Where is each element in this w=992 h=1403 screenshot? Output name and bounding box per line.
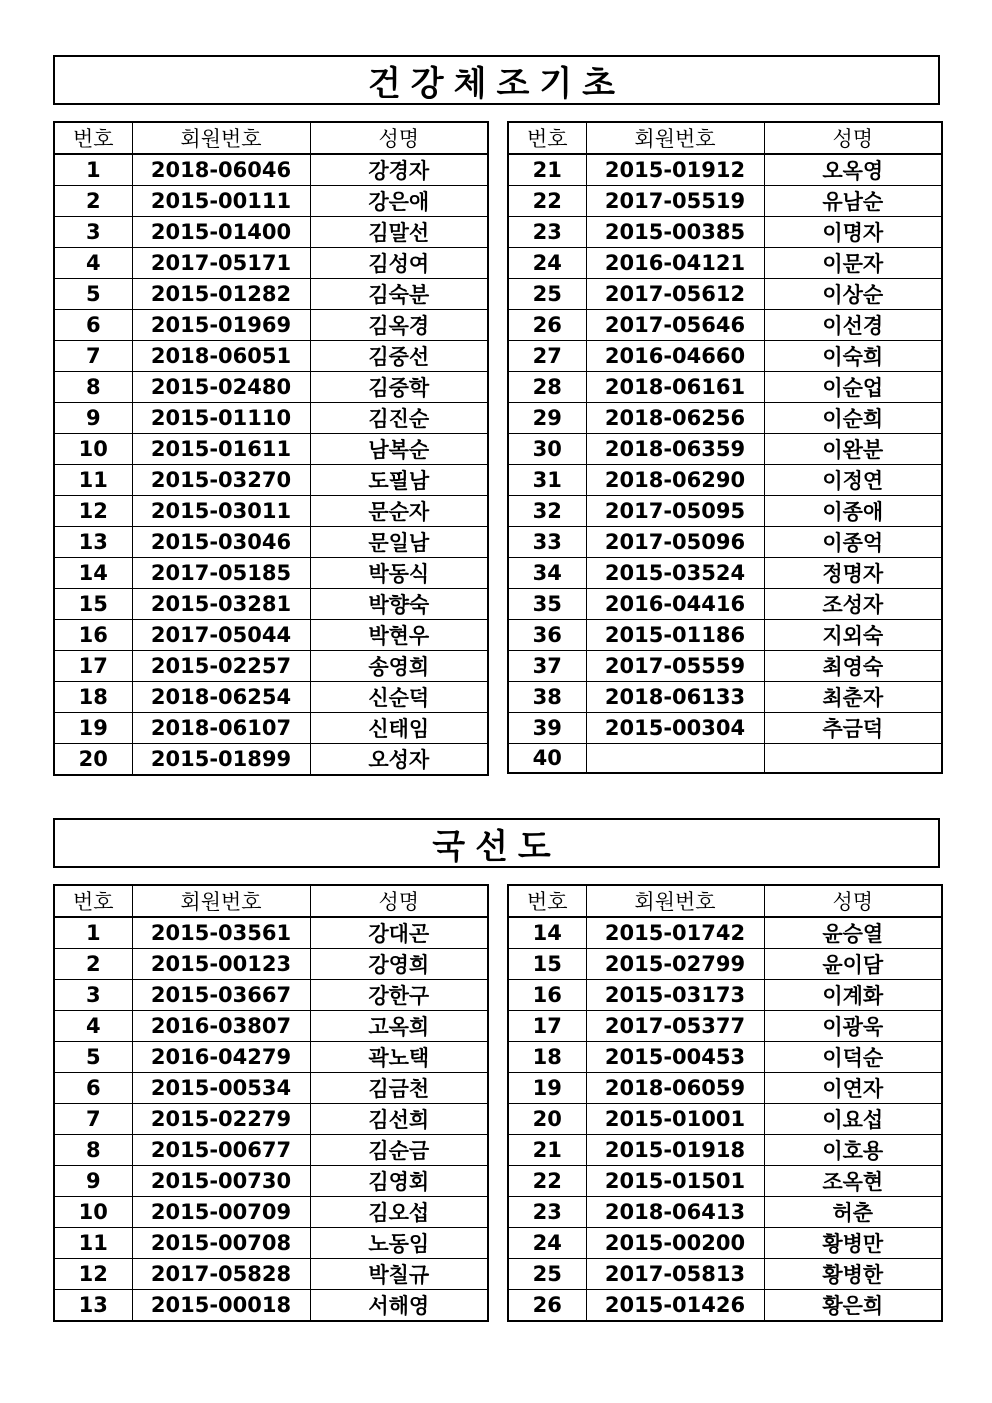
table-row [508, 217, 942, 248]
cell-name: 강한구 [310, 980, 488, 1011]
table-row [508, 1290, 942, 1322]
cell-no: 8 [54, 372, 132, 403]
header-member-id: 회원번호 [132, 122, 310, 154]
cell-member-id: 2015-02480 [132, 372, 310, 403]
cell-member-id: 2016-03807 [132, 1011, 310, 1042]
cell-no: 4 [54, 1011, 132, 1042]
cell-name: 오성자 [310, 744, 488, 776]
cell-member-id: 2015-03667 [132, 980, 310, 1011]
cell-name: 이순업 [764, 372, 942, 403]
header-no: 번호 [508, 885, 586, 917]
table-row [54, 434, 488, 465]
table-row [508, 651, 942, 682]
table-row [508, 1197, 942, 1228]
cell-no: 7 [54, 1104, 132, 1135]
cell-no: 22 [508, 1166, 586, 1197]
cell-name: 윤승열 [764, 917, 942, 949]
cell-no: 3 [54, 217, 132, 248]
cell-name: 김영회 [310, 1166, 488, 1197]
table-row [508, 154, 942, 186]
cell-member-id: 2015-03270 [132, 465, 310, 496]
cell-name: 황병만 [764, 1228, 942, 1259]
cell-no: 39 [508, 713, 586, 744]
cell-no: 10 [54, 434, 132, 465]
table-row [508, 1135, 942, 1166]
table-row [54, 217, 488, 248]
cell-no: 30 [508, 434, 586, 465]
table-header-row [54, 885, 488, 917]
table-row [54, 465, 488, 496]
cell-member-id: 2015-00200 [586, 1228, 764, 1259]
table-row [508, 496, 942, 527]
table-row [54, 496, 488, 527]
cell-no: 25 [508, 279, 586, 310]
cell-member-id: 2017-05377 [586, 1011, 764, 1042]
cell-no: 38 [508, 682, 586, 713]
cell-name: 황병한 [764, 1259, 942, 1290]
cell-member-id: 2015-00385 [586, 217, 764, 248]
header-no: 번호 [54, 122, 132, 154]
cell-name: 이상순 [764, 279, 942, 310]
cell-member-id: 2017-05559 [586, 651, 764, 682]
header-name: 성명 [310, 885, 488, 917]
cell-no: 35 [508, 589, 586, 620]
cell-name: 김선희 [310, 1104, 488, 1135]
cell-member-id: 2015-01912 [586, 154, 764, 186]
cell-member-id: 2016-04416 [586, 589, 764, 620]
cell-name: 이요섭 [764, 1104, 942, 1135]
cell-no: 36 [508, 620, 586, 651]
cell-no: 24 [508, 248, 586, 279]
cell-member-id: 2015-02799 [586, 949, 764, 980]
cell-no: 20 [54, 744, 132, 776]
cell-no: 5 [54, 279, 132, 310]
cell-no: 1 [54, 917, 132, 949]
table-row [54, 1259, 488, 1290]
cell-no: 26 [508, 310, 586, 341]
table-row [508, 527, 942, 558]
cell-no: 15 [54, 589, 132, 620]
table-row [54, 949, 488, 980]
cell-member-id: 2015-00677 [132, 1135, 310, 1166]
cell-member-id: 2015-02257 [132, 651, 310, 682]
cell-name: 신순덕 [310, 682, 488, 713]
cell-name: 노동임 [310, 1228, 488, 1259]
cell-name: 이종억 [764, 527, 942, 558]
table-row [54, 1104, 488, 1135]
table-row [508, 279, 942, 310]
table-row [54, 682, 488, 713]
table-row [54, 1290, 488, 1322]
cell-member-id: 2018-06290 [586, 465, 764, 496]
cell-no: 31 [508, 465, 586, 496]
cell-member-id: 2018-06359 [586, 434, 764, 465]
cell-no: 9 [54, 1166, 132, 1197]
table-row [508, 682, 942, 713]
table-row [508, 1042, 942, 1073]
cell-name: 김숙분 [310, 279, 488, 310]
roster-table-2-right [507, 884, 943, 1322]
cell-name: 허춘 [764, 1197, 942, 1228]
cell-name: 강대곤 [310, 917, 488, 949]
cell-name: 추금덕 [764, 713, 942, 744]
cell-name: 남복순 [310, 434, 488, 465]
cell-name: 곽노택 [310, 1042, 488, 1073]
table-row [54, 1073, 488, 1104]
cell-member-id: 2015-01501 [586, 1166, 764, 1197]
cell-no: 21 [508, 154, 586, 186]
cell-no: 10 [54, 1197, 132, 1228]
cell-member-id: 2015-00453 [586, 1042, 764, 1073]
cell-member-id: 2016-04279 [132, 1042, 310, 1073]
table-row [54, 403, 488, 434]
cell-member-id: 2015-01742 [586, 917, 764, 949]
cell-name: 고옥희 [310, 1011, 488, 1042]
cell-member-id: 2018-06107 [132, 713, 310, 744]
cell-no: 18 [508, 1042, 586, 1073]
cell-member-id: 2018-06254 [132, 682, 310, 713]
table-row [508, 186, 942, 217]
table-row [54, 558, 488, 589]
cell-member-id: 2017-05612 [586, 279, 764, 310]
roster-table-1-left [53, 121, 489, 776]
section-title-kouksundo: 국선도 [53, 818, 940, 868]
cell-member-id: 2018-06256 [586, 403, 764, 434]
table-row [54, 1011, 488, 1042]
cell-name [764, 744, 942, 774]
table-row [508, 465, 942, 496]
cell-name: 황은희 [764, 1290, 942, 1322]
cell-member-id: 2018-06161 [586, 372, 764, 403]
cell-name: 유남순 [764, 186, 942, 217]
cell-member-id: 2015-00123 [132, 949, 310, 980]
cell-name: 이순희 [764, 403, 942, 434]
cell-no: 20 [508, 1104, 586, 1135]
cell-name: 이계화 [764, 980, 942, 1011]
cell-no: 4 [54, 248, 132, 279]
cell-no: 3 [54, 980, 132, 1011]
cell-no: 27 [508, 341, 586, 372]
cell-member-id: 2015-03011 [132, 496, 310, 527]
cell-member-id: 2018-06046 [132, 154, 310, 186]
header-name: 성명 [310, 122, 488, 154]
cell-member-id: 2018-06051 [132, 341, 310, 372]
table-row [54, 186, 488, 217]
table-row [54, 1042, 488, 1073]
cell-name: 이숙희 [764, 341, 942, 372]
cell-name: 조성자 [764, 589, 942, 620]
cell-name: 이완분 [764, 434, 942, 465]
cell-member-id: 2017-05646 [586, 310, 764, 341]
cell-member-id: 2015-01918 [586, 1135, 764, 1166]
table-row [54, 154, 488, 186]
table-header-row [508, 122, 942, 154]
table-row [54, 1135, 488, 1166]
cell-no: 14 [508, 917, 586, 949]
header-no: 번호 [54, 885, 132, 917]
table-row [508, 949, 942, 980]
table-row [508, 1259, 942, 1290]
cell-name: 이선경 [764, 310, 942, 341]
cell-no: 19 [508, 1073, 586, 1104]
cell-member-id: 2015-01400 [132, 217, 310, 248]
table-header-row [54, 122, 488, 154]
table-row [54, 651, 488, 682]
cell-name: 박향숙 [310, 589, 488, 620]
table-row [54, 341, 488, 372]
cell-no: 5 [54, 1042, 132, 1073]
cell-member-id: 2015-00708 [132, 1228, 310, 1259]
cell-no: 12 [54, 1259, 132, 1290]
cell-member-id: 2015-01110 [132, 403, 310, 434]
cell-name: 이호용 [764, 1135, 942, 1166]
cell-member-id: 2015-00304 [586, 713, 764, 744]
cell-name: 오옥영 [764, 154, 942, 186]
table-row [54, 248, 488, 279]
table-row [508, 403, 942, 434]
cell-name: 문일남 [310, 527, 488, 558]
cell-member-id: 2015-01426 [586, 1290, 764, 1322]
cell-name: 정명자 [764, 558, 942, 589]
cell-no: 7 [54, 341, 132, 372]
table-row [54, 527, 488, 558]
cell-name: 김말선 [310, 217, 488, 248]
cell-name: 김금천 [310, 1073, 488, 1104]
table-row [508, 248, 942, 279]
cell-member-id: 2015-01282 [132, 279, 310, 310]
cell-member-id: 2017-05044 [132, 620, 310, 651]
table-row [508, 372, 942, 403]
cell-no: 23 [508, 1197, 586, 1228]
cell-no: 37 [508, 651, 586, 682]
header-no: 번호 [508, 122, 586, 154]
table-row [54, 310, 488, 341]
cell-no: 13 [54, 527, 132, 558]
roster-table-2-left [53, 884, 489, 1322]
header-name: 성명 [764, 122, 942, 154]
cell-name: 서해영 [310, 1290, 488, 1322]
cell-name: 박현우 [310, 620, 488, 651]
cell-no: 13 [54, 1290, 132, 1322]
cell-name: 윤이담 [764, 949, 942, 980]
cell-name: 김옥경 [310, 310, 488, 341]
cell-no: 14 [54, 558, 132, 589]
table-header-row [508, 885, 942, 917]
table-row [508, 917, 942, 949]
cell-member-id: 2015-00534 [132, 1073, 310, 1104]
cell-member-id: 2017-05813 [586, 1259, 764, 1290]
cell-member-id: 2017-05828 [132, 1259, 310, 1290]
cell-member-id: 2016-04660 [586, 341, 764, 372]
cell-member-id: 2015-00018 [132, 1290, 310, 1322]
cell-no: 1 [54, 154, 132, 186]
cell-member-id: 2017-05519 [586, 186, 764, 217]
cell-no: 17 [54, 651, 132, 682]
cell-name: 김오섭 [310, 1197, 488, 1228]
header-name: 성명 [764, 885, 942, 917]
cell-member-id: 2015-03281 [132, 589, 310, 620]
table-row [54, 620, 488, 651]
cell-no: 33 [508, 527, 586, 558]
cell-no: 16 [54, 620, 132, 651]
cell-no: 24 [508, 1228, 586, 1259]
cell-name: 최영숙 [764, 651, 942, 682]
cell-name: 송영희 [310, 651, 488, 682]
cell-name: 신태임 [310, 713, 488, 744]
table-row [508, 341, 942, 372]
cell-name: 도필남 [310, 465, 488, 496]
cell-name: 김성여 [310, 248, 488, 279]
cell-name: 김순금 [310, 1135, 488, 1166]
cell-member-id: 2015-03561 [132, 917, 310, 949]
cell-member-id: 2018-06133 [586, 682, 764, 713]
table-row [508, 589, 942, 620]
table-row [54, 372, 488, 403]
cell-member-id: 2015-00709 [132, 1197, 310, 1228]
cell-no: 34 [508, 558, 586, 589]
table-row [54, 980, 488, 1011]
cell-no: 22 [508, 186, 586, 217]
cell-name: 강영희 [310, 949, 488, 980]
cell-no: 11 [54, 465, 132, 496]
table-row [508, 558, 942, 589]
table-row [508, 1104, 942, 1135]
cell-name: 이종애 [764, 496, 942, 527]
table-row [508, 620, 942, 651]
cell-no: 29 [508, 403, 586, 434]
cell-no: 15 [508, 949, 586, 980]
table-row [54, 917, 488, 949]
cell-name: 이덕순 [764, 1042, 942, 1073]
cell-member-id: 2015-01186 [586, 620, 764, 651]
cell-member-id: 2015-01001 [586, 1104, 764, 1135]
table-row [508, 310, 942, 341]
cell-no: 19 [54, 713, 132, 744]
cell-no: 2 [54, 186, 132, 217]
cell-member-id: 2015-03046 [132, 527, 310, 558]
cell-name: 이문자 [764, 248, 942, 279]
cell-member-id: 2015-01899 [132, 744, 310, 776]
cell-no: 9 [54, 403, 132, 434]
table-row [54, 1197, 488, 1228]
cell-no: 11 [54, 1228, 132, 1259]
table-row [54, 1166, 488, 1197]
cell-member-id: 2016-04121 [586, 248, 764, 279]
cell-no: 12 [54, 496, 132, 527]
cell-member-id: 2015-01969 [132, 310, 310, 341]
table-row [54, 1228, 488, 1259]
cell-no: 21 [508, 1135, 586, 1166]
cell-no: 6 [54, 1073, 132, 1104]
cell-member-id: 2018-06413 [586, 1197, 764, 1228]
cell-member-id: 2015-00730 [132, 1166, 310, 1197]
cell-no: 32 [508, 496, 586, 527]
cell-no: 6 [54, 310, 132, 341]
cell-no: 28 [508, 372, 586, 403]
cell-member-id: 2017-05095 [586, 496, 764, 527]
table-row [54, 279, 488, 310]
cell-member-id: 2017-05185 [132, 558, 310, 589]
table-row [508, 1073, 942, 1104]
cell-no: 18 [54, 682, 132, 713]
cell-no: 26 [508, 1290, 586, 1322]
cell-name: 김진순 [310, 403, 488, 434]
cell-name: 최춘자 [764, 682, 942, 713]
cell-member-id: 2015-02279 [132, 1104, 310, 1135]
cell-name: 문순자 [310, 496, 488, 527]
cell-name: 김중학 [310, 372, 488, 403]
cell-name: 김중선 [310, 341, 488, 372]
cell-no: 17 [508, 1011, 586, 1042]
cell-member-id: 2015-03524 [586, 558, 764, 589]
table-row [508, 1011, 942, 1042]
cell-name: 이정연 [764, 465, 942, 496]
cell-no: 16 [508, 980, 586, 1011]
table-row [508, 1166, 942, 1197]
header-member-id: 회원번호 [586, 885, 764, 917]
table-row [54, 713, 488, 744]
cell-no: 8 [54, 1135, 132, 1166]
table-row [54, 589, 488, 620]
cell-member-id [586, 744, 764, 774]
header-member-id: 회원번호 [586, 122, 764, 154]
cell-name: 박칠규 [310, 1259, 488, 1290]
cell-member-id: 2017-05096 [586, 527, 764, 558]
cell-name: 이연자 [764, 1073, 942, 1104]
table-row [508, 1228, 942, 1259]
cell-name: 지외숙 [764, 620, 942, 651]
table-row [54, 744, 488, 776]
cell-name: 강경자 [310, 154, 488, 186]
cell-name: 이광욱 [764, 1011, 942, 1042]
section-title-health-exercise: 건강체조기초 [53, 55, 940, 105]
cell-member-id: 2018-06059 [586, 1073, 764, 1104]
cell-member-id: 2015-00111 [132, 186, 310, 217]
cell-name: 강은애 [310, 186, 488, 217]
cell-name: 조옥현 [764, 1166, 942, 1197]
table-row [508, 713, 942, 744]
cell-name: 박동식 [310, 558, 488, 589]
cell-member-id: 2015-03173 [586, 980, 764, 1011]
table-row [508, 434, 942, 465]
roster-table-1-right [507, 121, 943, 774]
cell-name: 이명자 [764, 217, 942, 248]
cell-no: 40 [508, 744, 586, 774]
header-member-id: 회원번호 [132, 885, 310, 917]
cell-member-id: 2017-05171 [132, 248, 310, 279]
table-row [508, 744, 942, 774]
cell-no: 23 [508, 217, 586, 248]
cell-no: 2 [54, 949, 132, 980]
table-row [508, 980, 942, 1011]
cell-member-id: 2015-01611 [132, 434, 310, 465]
cell-no: 25 [508, 1259, 586, 1290]
